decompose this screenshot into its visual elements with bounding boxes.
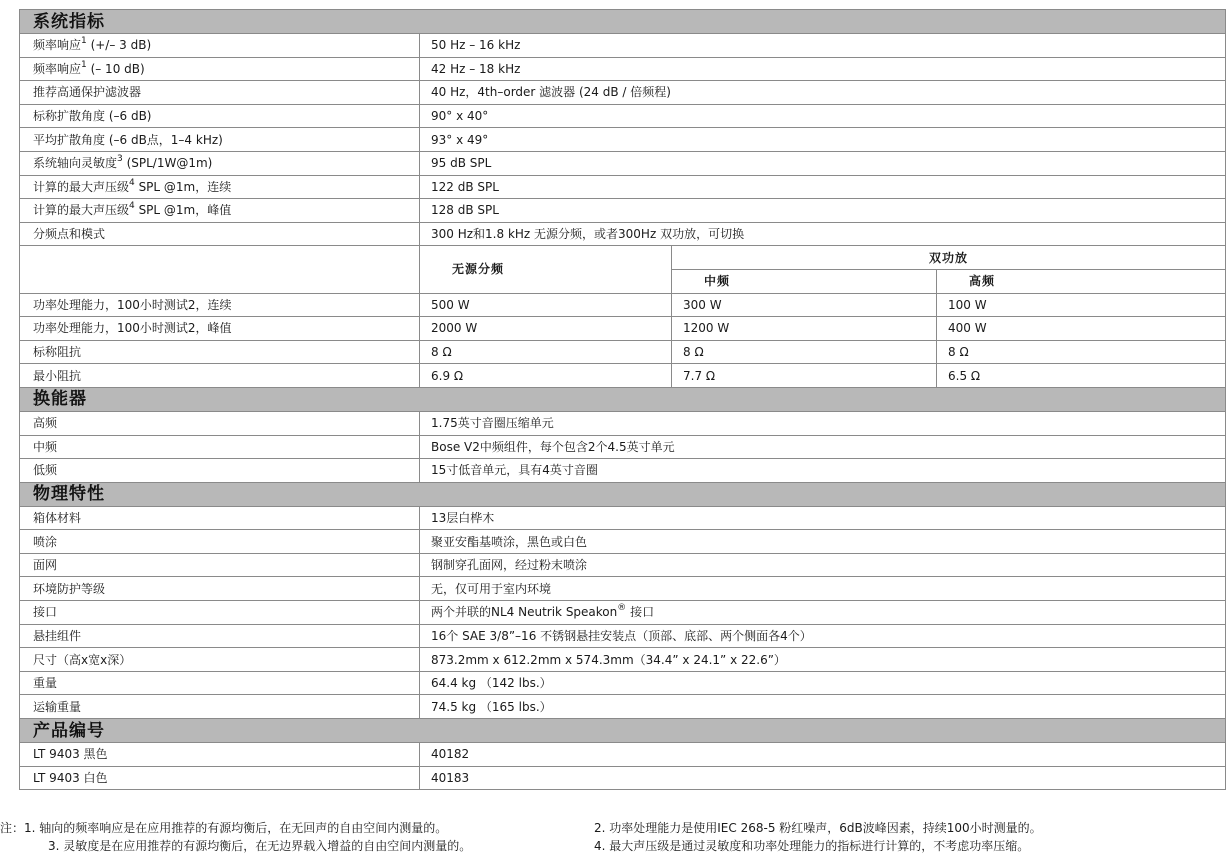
spec-label: 频率响应$^1$ (– 10 dB) [20, 57, 420, 81]
spec-label: 高频 [20, 411, 420, 435]
spec-value: 40 Hz，4th–order 滤波器 (24 dB / 倍频程) [420, 81, 1226, 105]
spec-label: 环境防护等级 [20, 577, 420, 601]
spec-label: 面网 [20, 553, 420, 577]
passive-value: 8 Ω [420, 340, 672, 364]
spec-label: 功率处理能力，100小时测试2，峰值 [20, 317, 420, 341]
spec-value: 15寸低音单元，具有4英寸音圈 [420, 459, 1226, 483]
spec-row [20, 601, 1226, 625]
spec-label: 标称阻抗 [20, 340, 420, 364]
spec-label: 最小阻抗 [20, 364, 420, 388]
mode-header-blank [20, 246, 420, 293]
spec-value: 50 Hz – 16 kHz [420, 34, 1226, 58]
spec-row [20, 199, 1226, 223]
spec-row [20, 671, 1226, 695]
spec-row [20, 222, 1226, 246]
spec-label: 推荐高通保护滤波器 [20, 81, 420, 105]
section-header-transducers [20, 387, 1226, 411]
section-title: 产品编号 [20, 719, 1226, 743]
spec-row [20, 624, 1226, 648]
section-header-product-codes [20, 719, 1226, 743]
spec-label: 重量 [20, 671, 420, 695]
mode-high-header: 高频 [937, 269, 1226, 293]
spec-table [19, 9, 1226, 790]
spec-value: 1.75英寸音圈压缩单元 [420, 411, 1226, 435]
spec-value: 74.5 kg （165 lbs.） [420, 695, 1226, 719]
spec-label: 计算的最大声压级$^4$ SPL @1m，峰值 [20, 199, 420, 223]
spec-label: 悬挂组件 [20, 624, 420, 648]
spec-label: 功率处理能力，100小时测试2，连续 [20, 293, 420, 317]
spec-row [20, 530, 1226, 554]
spec-value: 90° x 40° [420, 104, 1226, 128]
section-title: 换能器 [20, 387, 1226, 411]
spec-value: 300 Hz和1.8 kHz 无源分频，或者300Hz 双功放，可切换 [420, 222, 1226, 246]
spec-label: 计算的最大声压级$^4$ SPL @1m，连续 [20, 175, 420, 199]
spec-value: 13层白桦木 [420, 506, 1226, 530]
passive-value: 2000 W [420, 317, 672, 341]
spec-label: 系统轴向灵敏度$^3$ (SPL/1W@1m) [20, 151, 420, 175]
section-title: 物理特性 [20, 482, 1226, 506]
spec-value: 16个 SAE 3/8”–16 不锈钢悬挂安装点（顶部、底部、两个侧面各4个） [420, 624, 1226, 648]
power-row [20, 340, 1226, 364]
high-value: 100 W [937, 293, 1226, 317]
high-value: 400 W [937, 317, 1226, 341]
spec-row [20, 104, 1226, 128]
spec-value: 钢制穿孔面网，经过粉末喷涂 [420, 553, 1226, 577]
spec-row [20, 34, 1226, 58]
section-header-physical [20, 482, 1226, 506]
spec-row [20, 459, 1226, 483]
spec-label: 尺寸（高x宽x深） [20, 648, 420, 672]
mode-biamp-header: 双功放 [672, 246, 1226, 270]
spec-label: 频率响应$^1$ (+/– 3 dB) [20, 34, 420, 58]
spec-label: 分频点和模式 [20, 222, 420, 246]
spec-row [20, 81, 1226, 105]
spec-row [20, 151, 1226, 175]
footnote-2: 2. 功率处理能力是使用IEC 268-5 粉红噪声，6dB波峰因素，持续100小时测量的。 [594, 821, 1042, 835]
spec-label: 标称扩散角度 (–6 dB) [20, 104, 420, 128]
mode-header-row [20, 246, 1226, 270]
power-row [20, 293, 1226, 317]
power-row [20, 317, 1226, 341]
spec-row [20, 766, 1226, 790]
spec-value: 122 dB SPL [420, 175, 1226, 199]
section-header-system [20, 10, 1226, 34]
mid-value: 7.7 Ω [672, 364, 937, 388]
spec-value: 40183 [420, 766, 1226, 790]
spec-row [20, 175, 1226, 199]
spec-label: 低频 [20, 459, 420, 483]
power-row [20, 364, 1226, 388]
spec-row [20, 57, 1226, 81]
high-value: 6.5 Ω [937, 364, 1226, 388]
section-title: 系统指标 [20, 10, 1226, 34]
passive-value: 6.9 Ω [420, 364, 672, 388]
high-value: 8 Ω [937, 340, 1226, 364]
spec-row [20, 506, 1226, 530]
passive-value: 500 W [420, 293, 672, 317]
spec-value: 两个并联的NL4 Neutrik Speakon® 接口 [420, 601, 1226, 625]
spec-value: 64.4 kg （142 lbs.） [420, 671, 1226, 695]
spec-value: 无，仅可用于室内环境 [420, 577, 1226, 601]
spec-value: 873.2mm x 612.2mm x 574.3mm（34.4” x 24.1” x 22.6”） [420, 648, 1226, 672]
spec-row [20, 411, 1226, 435]
mid-value: 8 Ω [672, 340, 937, 364]
spec-row [20, 577, 1226, 601]
mode-passive-header: 无源分频 [420, 246, 672, 293]
footnote-1: 注：1. 轴向的频率响应是在应用推荐的有源均衡后，在无回声的自由空间内测量的。 [0, 821, 448, 835]
spec-row [20, 435, 1226, 459]
footnote-3: 3. 灵敏度是在应用推荐的有源均衡后，在无边界载入增益的自由空间内测量的。 [48, 839, 472, 853]
spec-label: 运输重量 [20, 695, 420, 719]
spec-label: 喷涂 [20, 530, 420, 554]
footnote-4: 4. 最大声压级是通过灵敏度和功率处理能力的指标进行计算的，不考虑功率压缩。 [594, 839, 1030, 853]
mid-value: 300 W [672, 293, 937, 317]
spec-value: Bose V2中频组件，每个包含2个4.5英寸单元 [420, 435, 1226, 459]
spec-value: 40182 [420, 743, 1226, 767]
spec-row [20, 695, 1226, 719]
spec-row [20, 553, 1226, 577]
spec-label: 箱体材料 [20, 506, 420, 530]
spec-label: LT 9403 黑色 [20, 743, 420, 767]
spec-row [20, 743, 1226, 767]
spec-label: 中频 [20, 435, 420, 459]
spec-value: 95 dB SPL [420, 151, 1226, 175]
spec-label: LT 9403 白色 [20, 766, 420, 790]
spec-value: 93° x 49° [420, 128, 1226, 152]
spec-value: 聚亚安酯基喷涂，黑色或白色 [420, 530, 1226, 554]
spec-row [20, 648, 1226, 672]
spec-value: 128 dB SPL [420, 199, 1226, 223]
mode-mid-header: 中频 [672, 269, 937, 293]
mid-value: 1200 W [672, 317, 937, 341]
spec-value: 42 Hz – 18 kHz [420, 57, 1226, 81]
spec-label: 平均扩散角度 (–6 dB点，1–4 kHz) [20, 128, 420, 152]
spec-label: 接口 [20, 601, 420, 625]
spec-row [20, 128, 1226, 152]
